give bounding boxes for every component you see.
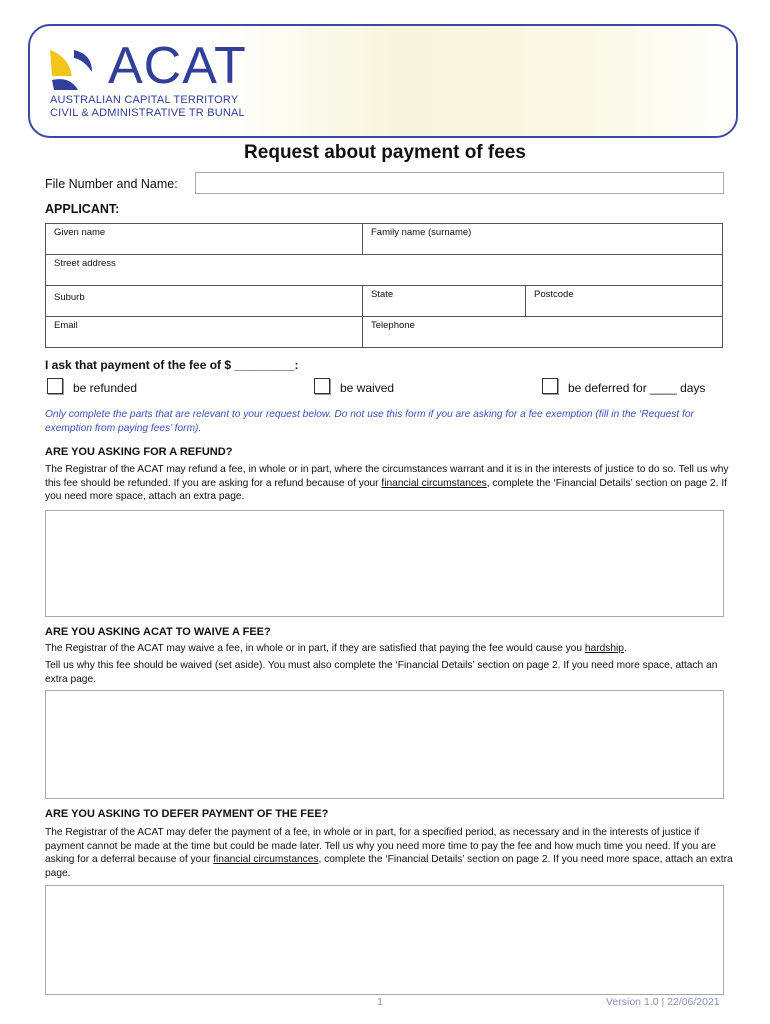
page-title: Request about payment of fees [244, 142, 526, 163]
waive-heading: ARE YOU ASKING ACAT TO WAIVE A FEE? [45, 626, 271, 638]
defer-heading: ARE YOU ASKING TO DEFER PAYMENT OF THE FEE? [45, 808, 329, 820]
file-number-input[interactable] [195, 172, 724, 194]
fee-request-label: I ask that payment of the fee of $ _________: [45, 358, 299, 372]
financial-circumstances-link-defer[interactable]: financial circumstances [213, 854, 319, 865]
telephone-label: Telephone [371, 320, 415, 331]
family-name-label: Family name (surname) [371, 227, 472, 238]
refund-option-label: be refunded [73, 381, 138, 395]
file-number-label: File Number and Name: [45, 177, 178, 191]
waive-option-label: be waived [340, 381, 395, 395]
applicant-heading: APPLICANT: [45, 202, 120, 216]
family-name-field[interactable] [363, 224, 723, 255]
state-label: State [371, 289, 394, 300]
postcode-field[interactable] [526, 286, 723, 317]
street-address-field[interactable] [46, 255, 723, 286]
instructions-note: Only complete the parts that are relevant to your request below. Do not use this form if you are asking for a fee exemption (fill in the ‘Request for exemption from paying fees’ form). [45, 409, 694, 434]
financial-circumstances-link[interactable]: financial circumstances [381, 477, 487, 489]
given-name-field[interactable] [46, 224, 363, 255]
defer-option-label: be deferred for ____ days [568, 381, 706, 395]
logo-text: ACAT [108, 37, 247, 95]
logo-background [210, 26, 738, 136]
refund-description: The Registrar of the ACAT may refund a fee, in whole or in part, where the circumstances warrant and it is in the interests of justice to do so. Tell us why this fee should be refunded. If you are asking for a refund because of your financial circumstances, complete the ‘Financial Details’ section on page 2. If you need more space, attach an extra page. [45, 464, 729, 502]
state-field[interactable] [363, 286, 526, 317]
waive-instructions: Tell us why this fee should be waived (set aside). You must also complete the ‘Financial Details’ section on page 2. If you need more space, attach an extra page. [45, 660, 718, 685]
suburb-label: Suburb [54, 292, 85, 303]
telephone-field[interactable] [363, 317, 723, 348]
given-name-label: Given name [54, 227, 106, 238]
org-name-line2: CIVIL & ADMINISTRATIVE TR BUNAL [50, 107, 245, 119]
street-address-label: Street address [54, 258, 116, 269]
org-name-line1: AUSTRALIAN CAPITAL TERRITORY [50, 94, 239, 106]
postcode-label: Postcode [534, 289, 574, 300]
version-info: Version 1.0 | 22/06/2021 [606, 996, 720, 1008]
waive-description: The Registrar of the ACAT may waive a fee, in whole or in part, if they are satisfied that paying the fee would cause you hardship. [45, 643, 627, 654]
header-logo-box [28, 24, 738, 138]
waive-reason-textarea[interactable] [45, 690, 724, 799]
refund-heading: ARE YOU ASKING FOR A REFUND? [45, 446, 233, 458]
applicant-table [45, 223, 723, 348]
refund-reason-textarea[interactable] [45, 510, 724, 617]
defer-checkbox[interactable] [542, 378, 558, 394]
defer-reason-textarea[interactable] [45, 885, 724, 995]
acat-logo-icon [48, 46, 94, 92]
suburb-field[interactable] [46, 286, 363, 317]
hardship-link[interactable]: hardship [584, 643, 624, 654]
page-number: 1 [377, 996, 383, 1008]
waive-checkbox[interactable] [314, 378, 330, 394]
refund-checkbox[interactable] [47, 378, 63, 394]
defer-description: The Registrar of the ACAT may defer the payment of a fee, in whole or in part, for a specified period, as necessary and in the interests of justice if payment cannot be made at the time but could be made later. Tell us why you need more time to pay the fee and how much time you need. If you are asking for a deferral because of your financial circumstances, complete the ‘Financial Details’ section on page 2. If you need more space, attach an extra page. [45, 827, 733, 879]
email-field[interactable] [46, 317, 363, 348]
email-label: Email [54, 320, 78, 331]
